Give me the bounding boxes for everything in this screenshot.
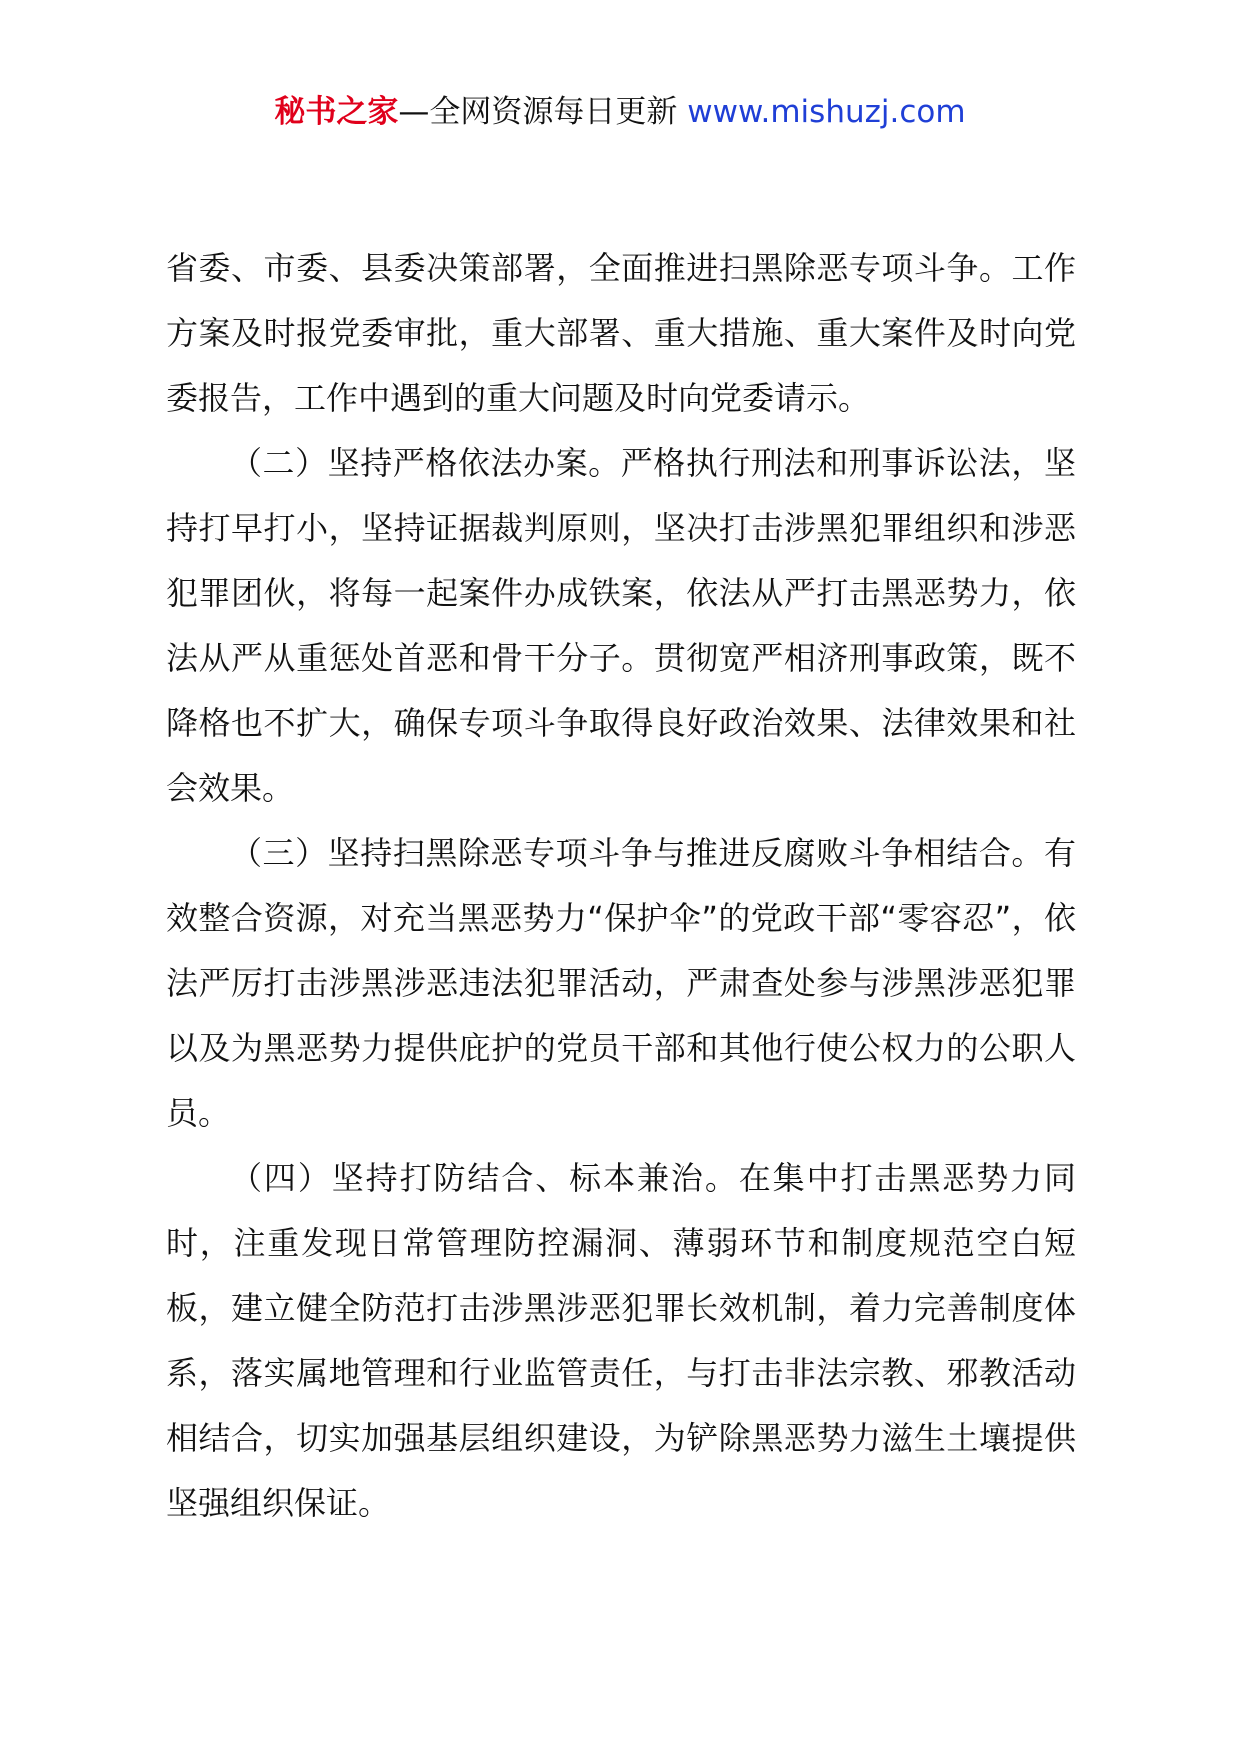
page-header [0,92,1240,132]
paragraph-section-4: （四）坚持打防结合、标本兼治。在集中打击黑恶势力同时，注重发现日常管理防控漏洞、薄弱环节和制度规范空白短板，建立健全防范打击涉黑涉恶犯罪长效机制，着力完善制度体系，落实属地管理和行业监管责任，与打击非法宗教、邪教活动相结合，切实加强基层组织建设，为铲除黑恶势力滋生土壤提供坚强组织保证。 [166,1159,1076,1522]
paragraph-section-3: （三）坚持扫黑除恶专项斗争与推进反腐败斗争相结合。有效整合资源，对充当黑恶势力“保护伞”的党政干部“零容忍”，依法严厉打击涉黑涉恶违法犯罪活动，严肃查处参与涉黑涉恶犯罪以及为黑恶势力提供庇护的党员干部和其他行使公权力的公职人员。 [166,834,1076,1132]
paragraph-continuation: 省委、市委、县委决策部署，全面推进扫黑除恶专项斗争。工作方案及时报党委审批，重大部署、重大措施、重大案件及时向党委报告，工作中遇到的重大问题及时向党委请示。 [166,249,1076,417]
paragraph-section-2: （二）坚持严格依法办案。严格执行刑法和刑事诉讼法，坚持打早打小，坚持证据裁判原则，坚决打击涉黑犯罪组织和涉恶犯罪团伙，将每一起案件办成铁案，依法从严打击黑恶势力，依法从严从重惩处首恶和骨干分子。贯彻宽严相济刑事政策，既不降格也不扩大，确保专项斗争取得良好政治效果、法律效果和社会效果。 [166,444,1076,807]
document-body [166,236,1076,1536]
header-tagline: —全网资源每日更新 [398,94,678,130]
brand-name: 秘书之家 [274,94,399,130]
site-url-link[interactable]: www.mishuzj.com [687,94,966,130]
